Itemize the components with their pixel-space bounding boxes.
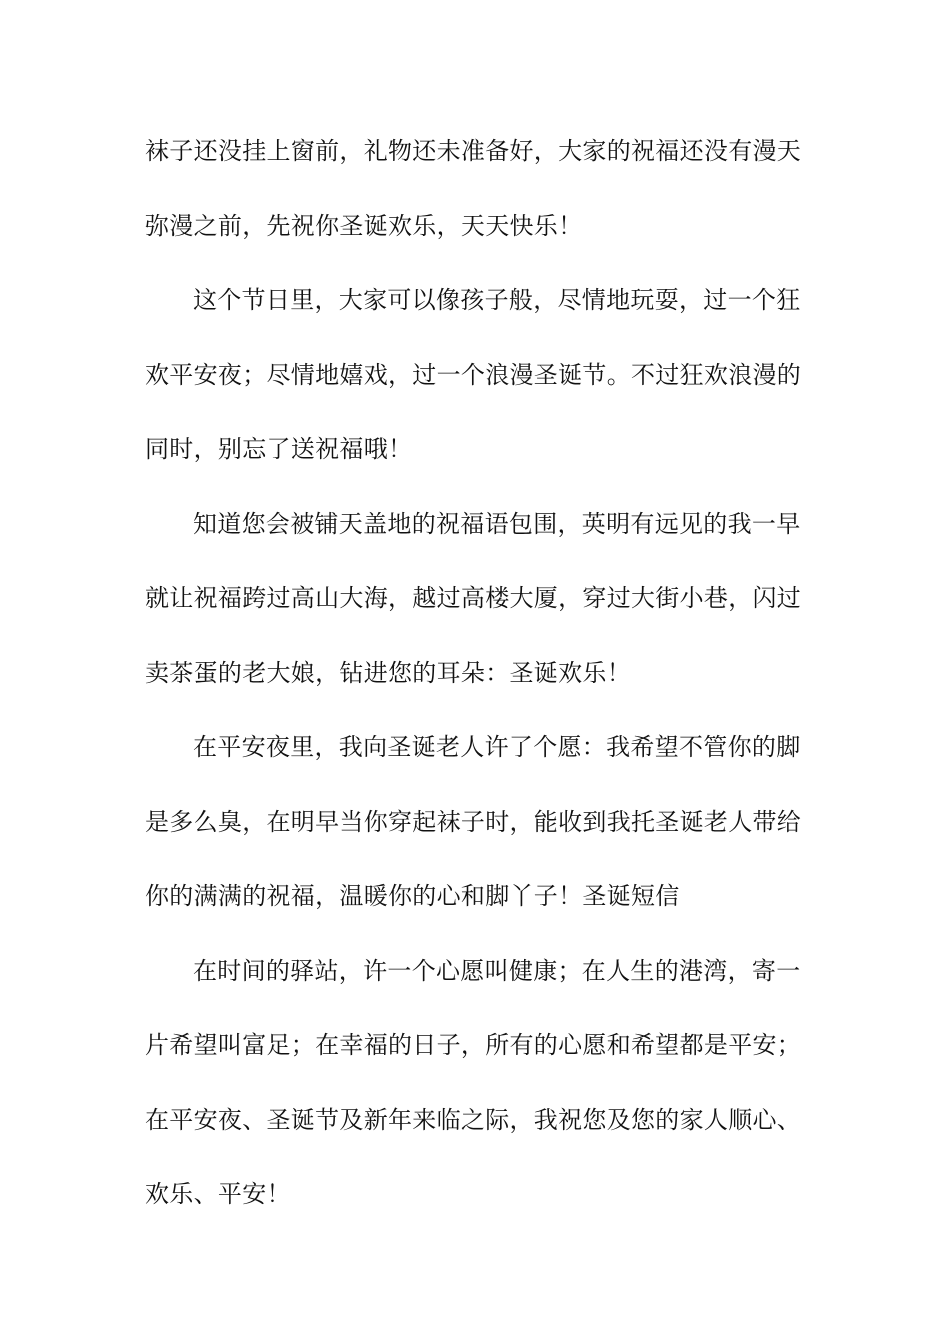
text-line: 欢乐、平安！ [145,1180,291,1208]
text-line: 卖茶蛋的老大娘，钻进您的耳朵：圣诞欢乐！ [145,658,631,687]
text-line: 你的满满的祝福，温暖你的心和脚丫子！圣诞短信 [145,882,680,910]
text-line: 袜子还没挂上窗前，礼物还未准备好，大家的祝福还没有漫天 [145,137,802,165]
paragraph-3 [145,487,810,711]
text-line: 就让祝福跨过高山大海，越过高楼大厦，穿过大街小巷，闪过 [145,584,802,612]
text-line: 在平安夜里，我向圣诞老人许了个愿：我希望不管你的脚 [193,733,801,761]
text-line: 知道您会被铺天盖地的祝福语包围，英明有远见的我一早 [193,509,801,538]
text-line: 是多么臭，在明早当你穿起袜子时，能收到我托圣诞老人带给 [145,807,802,836]
text-line: 在时间的驿站，许一个心愿叫健康；在人生的港湾，寄一 [193,956,801,985]
text-line: 同时，别忘了送祝福哦！ [145,435,413,463]
paragraph-5 [145,934,810,1232]
text-line: 弥漫之前，先祝你圣诞欢乐，天天快乐！ [145,211,583,240]
paragraph-2 [145,263,810,487]
text-line: 这个节日里，大家可以像孩子般，尽情地玩耍，过一个狂 [193,286,801,314]
document-body [145,114,810,1232]
paragraph-4 [145,710,810,934]
text-line: 在平安夜、圣诞节及新年来临之际，我祝您及您的家人顺心、 [145,1105,802,1134]
text-line: 欢平安夜；尽情地嬉戏，过一个浪漫圣诞节。不过狂欢浪漫的 [145,360,802,389]
paragraph-1 [145,114,810,263]
text-line: 片希望叫富足；在幸福的日子，所有的心愿和希望都是平安； [145,1031,802,1059]
